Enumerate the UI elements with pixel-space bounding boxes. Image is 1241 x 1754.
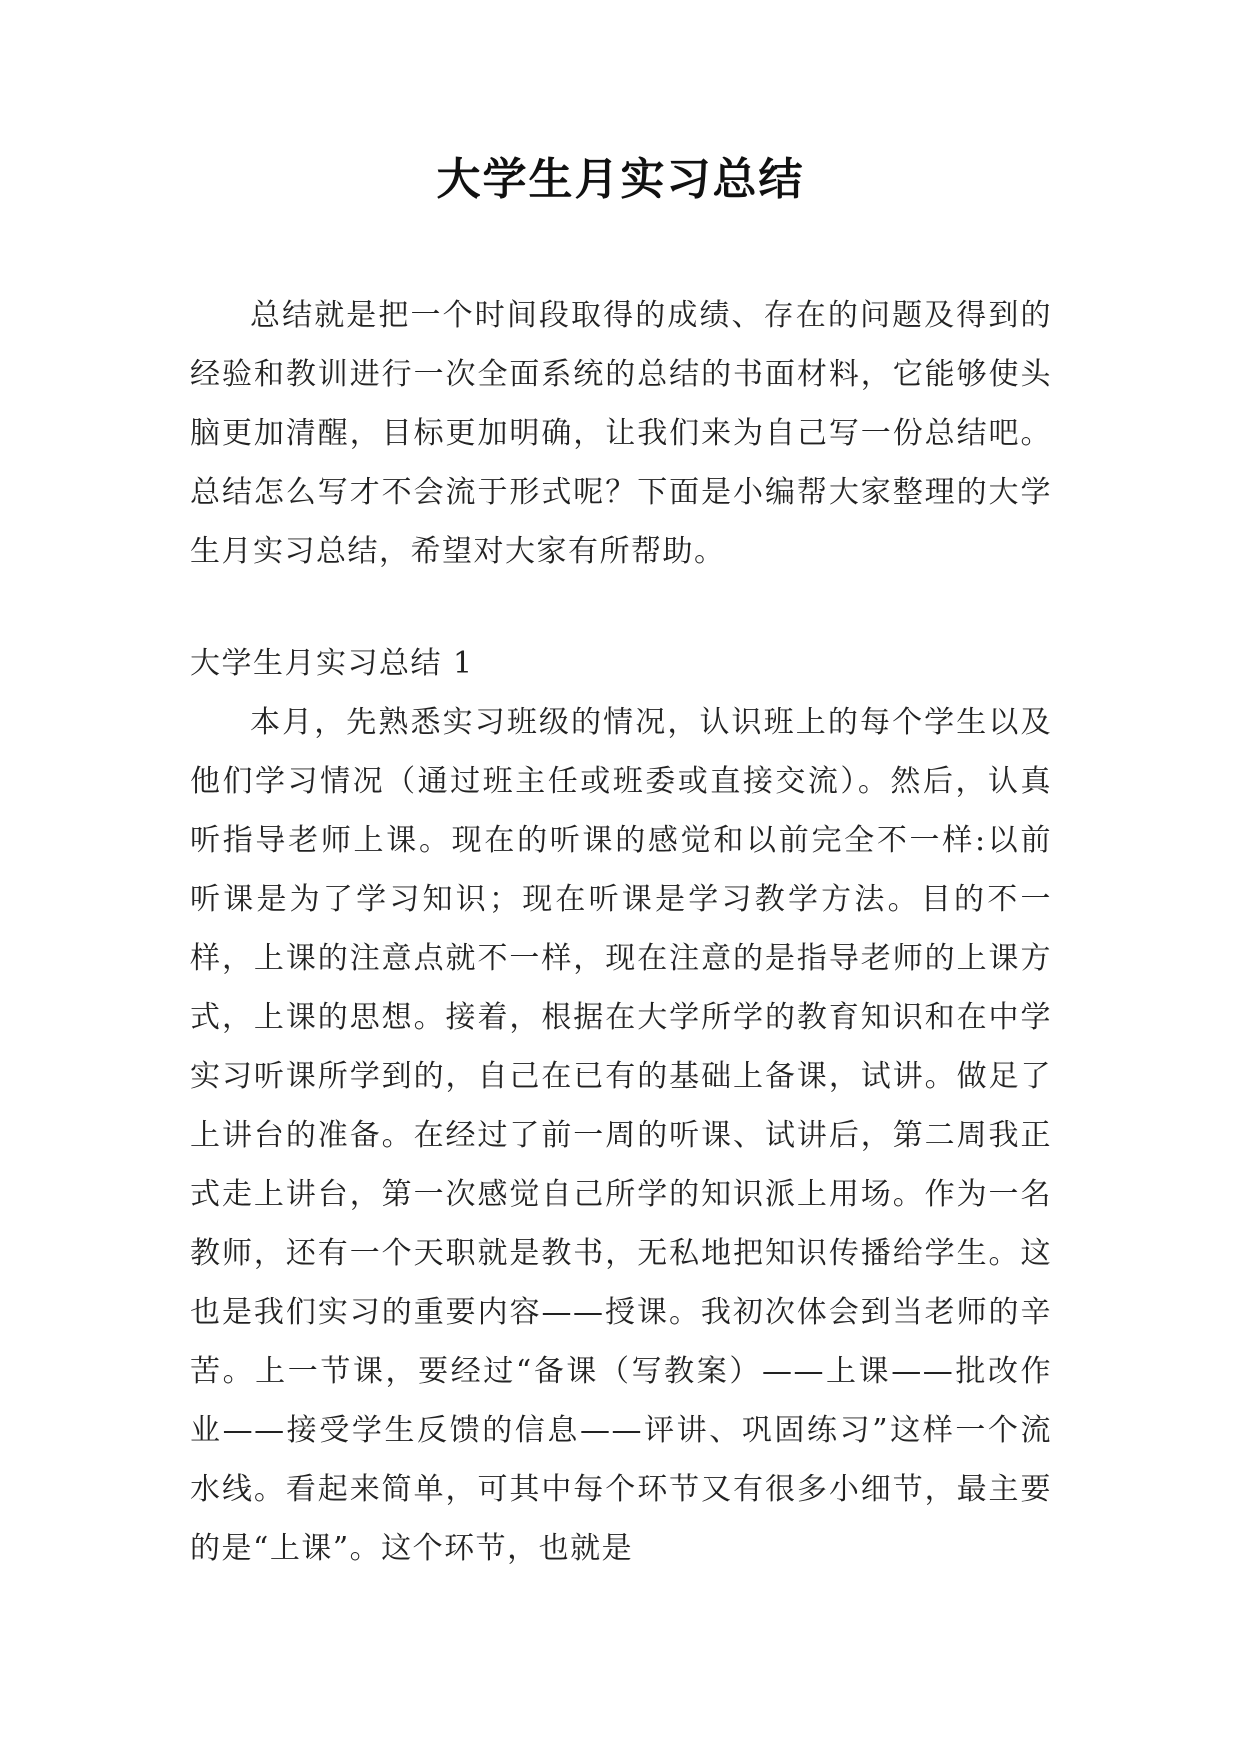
page-title: 大学生月实习总结 xyxy=(436,154,805,205)
intro-paragraph: 总结就是把一个时间段取得的成绩、存在的问题及得到的经验和教训进行一次全面系统的总结的书面材料，它能够使头脑更加清醒，目标更加明确，让我们来为自己写一份总结吧。总结怎么写才不会流于形式呢？下面是小编帮大家整理的大学生月实习总结，希望对大家有所帮助。 xyxy=(190,298,1052,569)
section-1-body: 本月，先熟悉实习班级的情况，认识班上的每个学生以及他们学习情况（通过班主任或班委或直接交流）。然后，认真听指导老师上课。现在的听课的感觉和以前完全不一样:以前听课是为了学习知识；现在听课是学习教学方法。目的不一样，上课的注意点就不一样，现在注意的是指导老师的上课方式，上课的思想。接着，根据在大学所学的教育知识和在中学实习听课所学到的，自己在已有的基础上备课，试讲。做足了上讲台的准备。在经过了前一周的听课、试讲后，第二周我正式走上讲台，第一次感觉自己所学的知识派上用场。作为一名教师，还有一个天职就是教书，无私地把知识传播给学生。这也是我们实习的重要内容——授课。我初次体会到当老师的辛苦。上一节课，要经过“备课（写教案）——上课——批改作业——接受学生反馈的信息——评讲、巩固练习”这样一个流水线。看起来简单，可其中每个环节又有很多小细节，最主要的是“上课”。这个环节，也就是 xyxy=(190,705,1052,1566)
section-heading-1: 大学生月实习总结 1 xyxy=(190,646,474,681)
